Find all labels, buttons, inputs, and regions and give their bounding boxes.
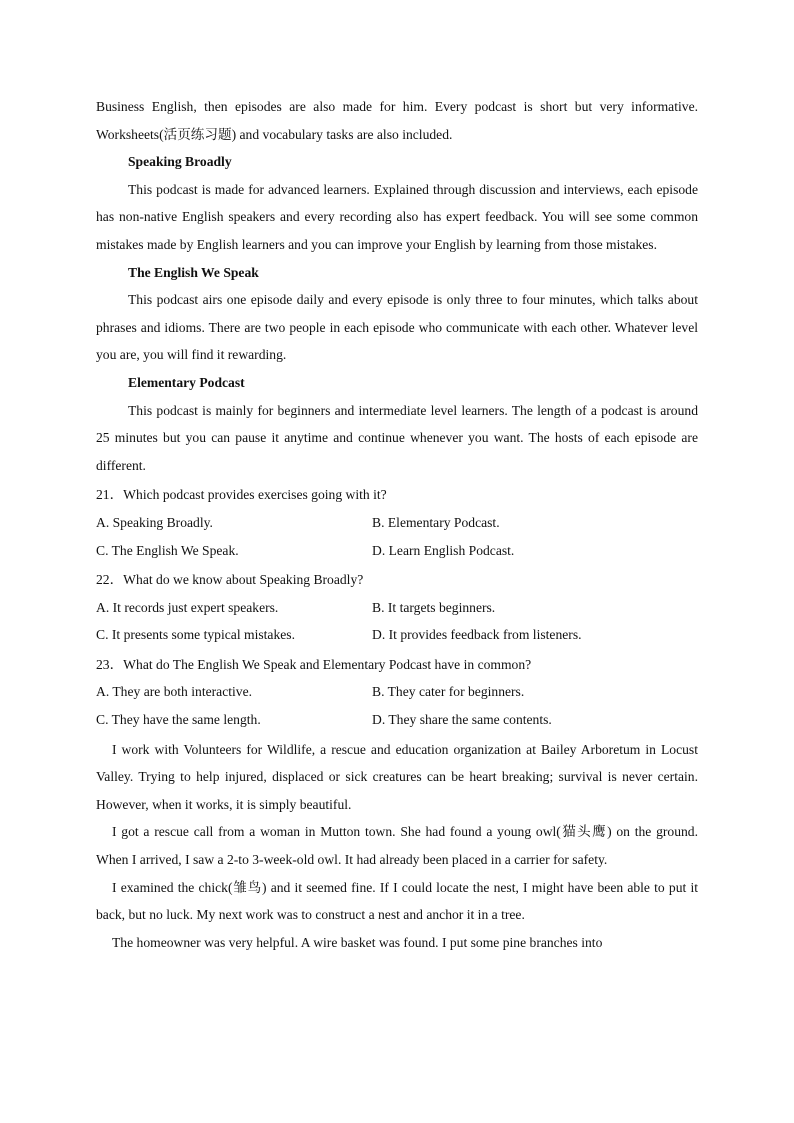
passage-paragraph: I work with Volunteers for Wildlife, a rescue and education organization at Bailey Arboretum in Locust Valley. Trying to help injured, displaced or sick creatures can be heart breaking; survival is never certain. However, when it works, it is simply beautiful. — [96, 741, 698, 812]
question-23 — [96, 651, 698, 734]
option-c: C. The English We Speak. — [96, 542, 239, 558]
document-page — [96, 93, 698, 956]
section-heading-elementary-podcast: Elementary Podcast — [128, 374, 245, 390]
question-options — [96, 594, 698, 649]
option-c: C. It presents some typical mistakes. — [96, 627, 295, 643]
option-a: A. Speaking Broadly. — [96, 514, 213, 530]
option-b: B. Elementary Podcast. — [372, 514, 500, 530]
option-d: D. They share the same contents. — [372, 712, 552, 728]
question-stem: 22．What do we know about Speaking Broadly? — [96, 572, 364, 588]
section-text-speaking-broadly: This podcast is made for advanced learners. Explained through discussion and interviews, each episode has non-native English speakers and every recording also has expert feedback. You will see some common mistakes made by English learners and you can improve your English by learning from those mistakes. — [96, 181, 698, 252]
option-c: C. They have the same length. — [96, 712, 261, 728]
option-b: B. They cater for beginners. — [372, 684, 525, 700]
question-stem: 23．What do The English We Speak and Elementary Podcast have in common? — [96, 656, 532, 672]
question-22 — [96, 566, 698, 649]
intro-paragraph: Business English, then episodes are also made for him. Every podcast is short but very informative. Worksheets(活页练习题) and vocabulary tasks are also included. — [96, 99, 698, 142]
option-a: A. It records just expert speakers. — [96, 599, 279, 615]
section-heading-speaking-broadly: Speaking Broadly — [128, 154, 232, 170]
question-stem: 21．Which podcast provides exercises going with it? — [96, 487, 387, 503]
passage-paragraph: I got a rescue call from a woman in Mutton town. She had found a young owl(猫头鹰) on the ground. When I arrived, I saw a 2-to 3-week-old owl. It had already been placed in a carrier for safety. — [96, 824, 698, 868]
passage-paragraph: The homeowner was very helpful. A wire basket was found. I put some pine branches into — [112, 934, 603, 950]
question-options — [96, 678, 698, 733]
option-d: D. Learn English Podcast. — [372, 542, 515, 558]
option-d: D. It provides feedback from listeners. — [372, 627, 582, 643]
option-b: B. It targets beginners. — [372, 599, 496, 615]
section-text-elementary-podcast: This podcast is mainly for beginners and intermediate level learners. The length of a podcast is around 25 minutes but you can pause it anytime and continue whenever you want. The hosts of each episode are different. — [96, 402, 698, 473]
passage-paragraph: I examined the chick(雏鸟) and it seemed fine. If I could locate the nest, I might have been able to put it back, but no luck. My next work was to construct a nest and anchor it in a tree. — [96, 879, 698, 923]
question-21 — [96, 481, 698, 564]
section-heading-english-we-speak: The English We Speak — [128, 264, 259, 280]
option-a: A. They are both interactive. — [96, 684, 253, 700]
question-options — [96, 509, 698, 564]
section-text-english-we-speak: This podcast airs one episode daily and every episode is only three to four minutes, which talks about phrases and idioms. There are two people in each episode who communicate with each other. Whatever level you are, you will find it rewarding. — [96, 292, 698, 363]
